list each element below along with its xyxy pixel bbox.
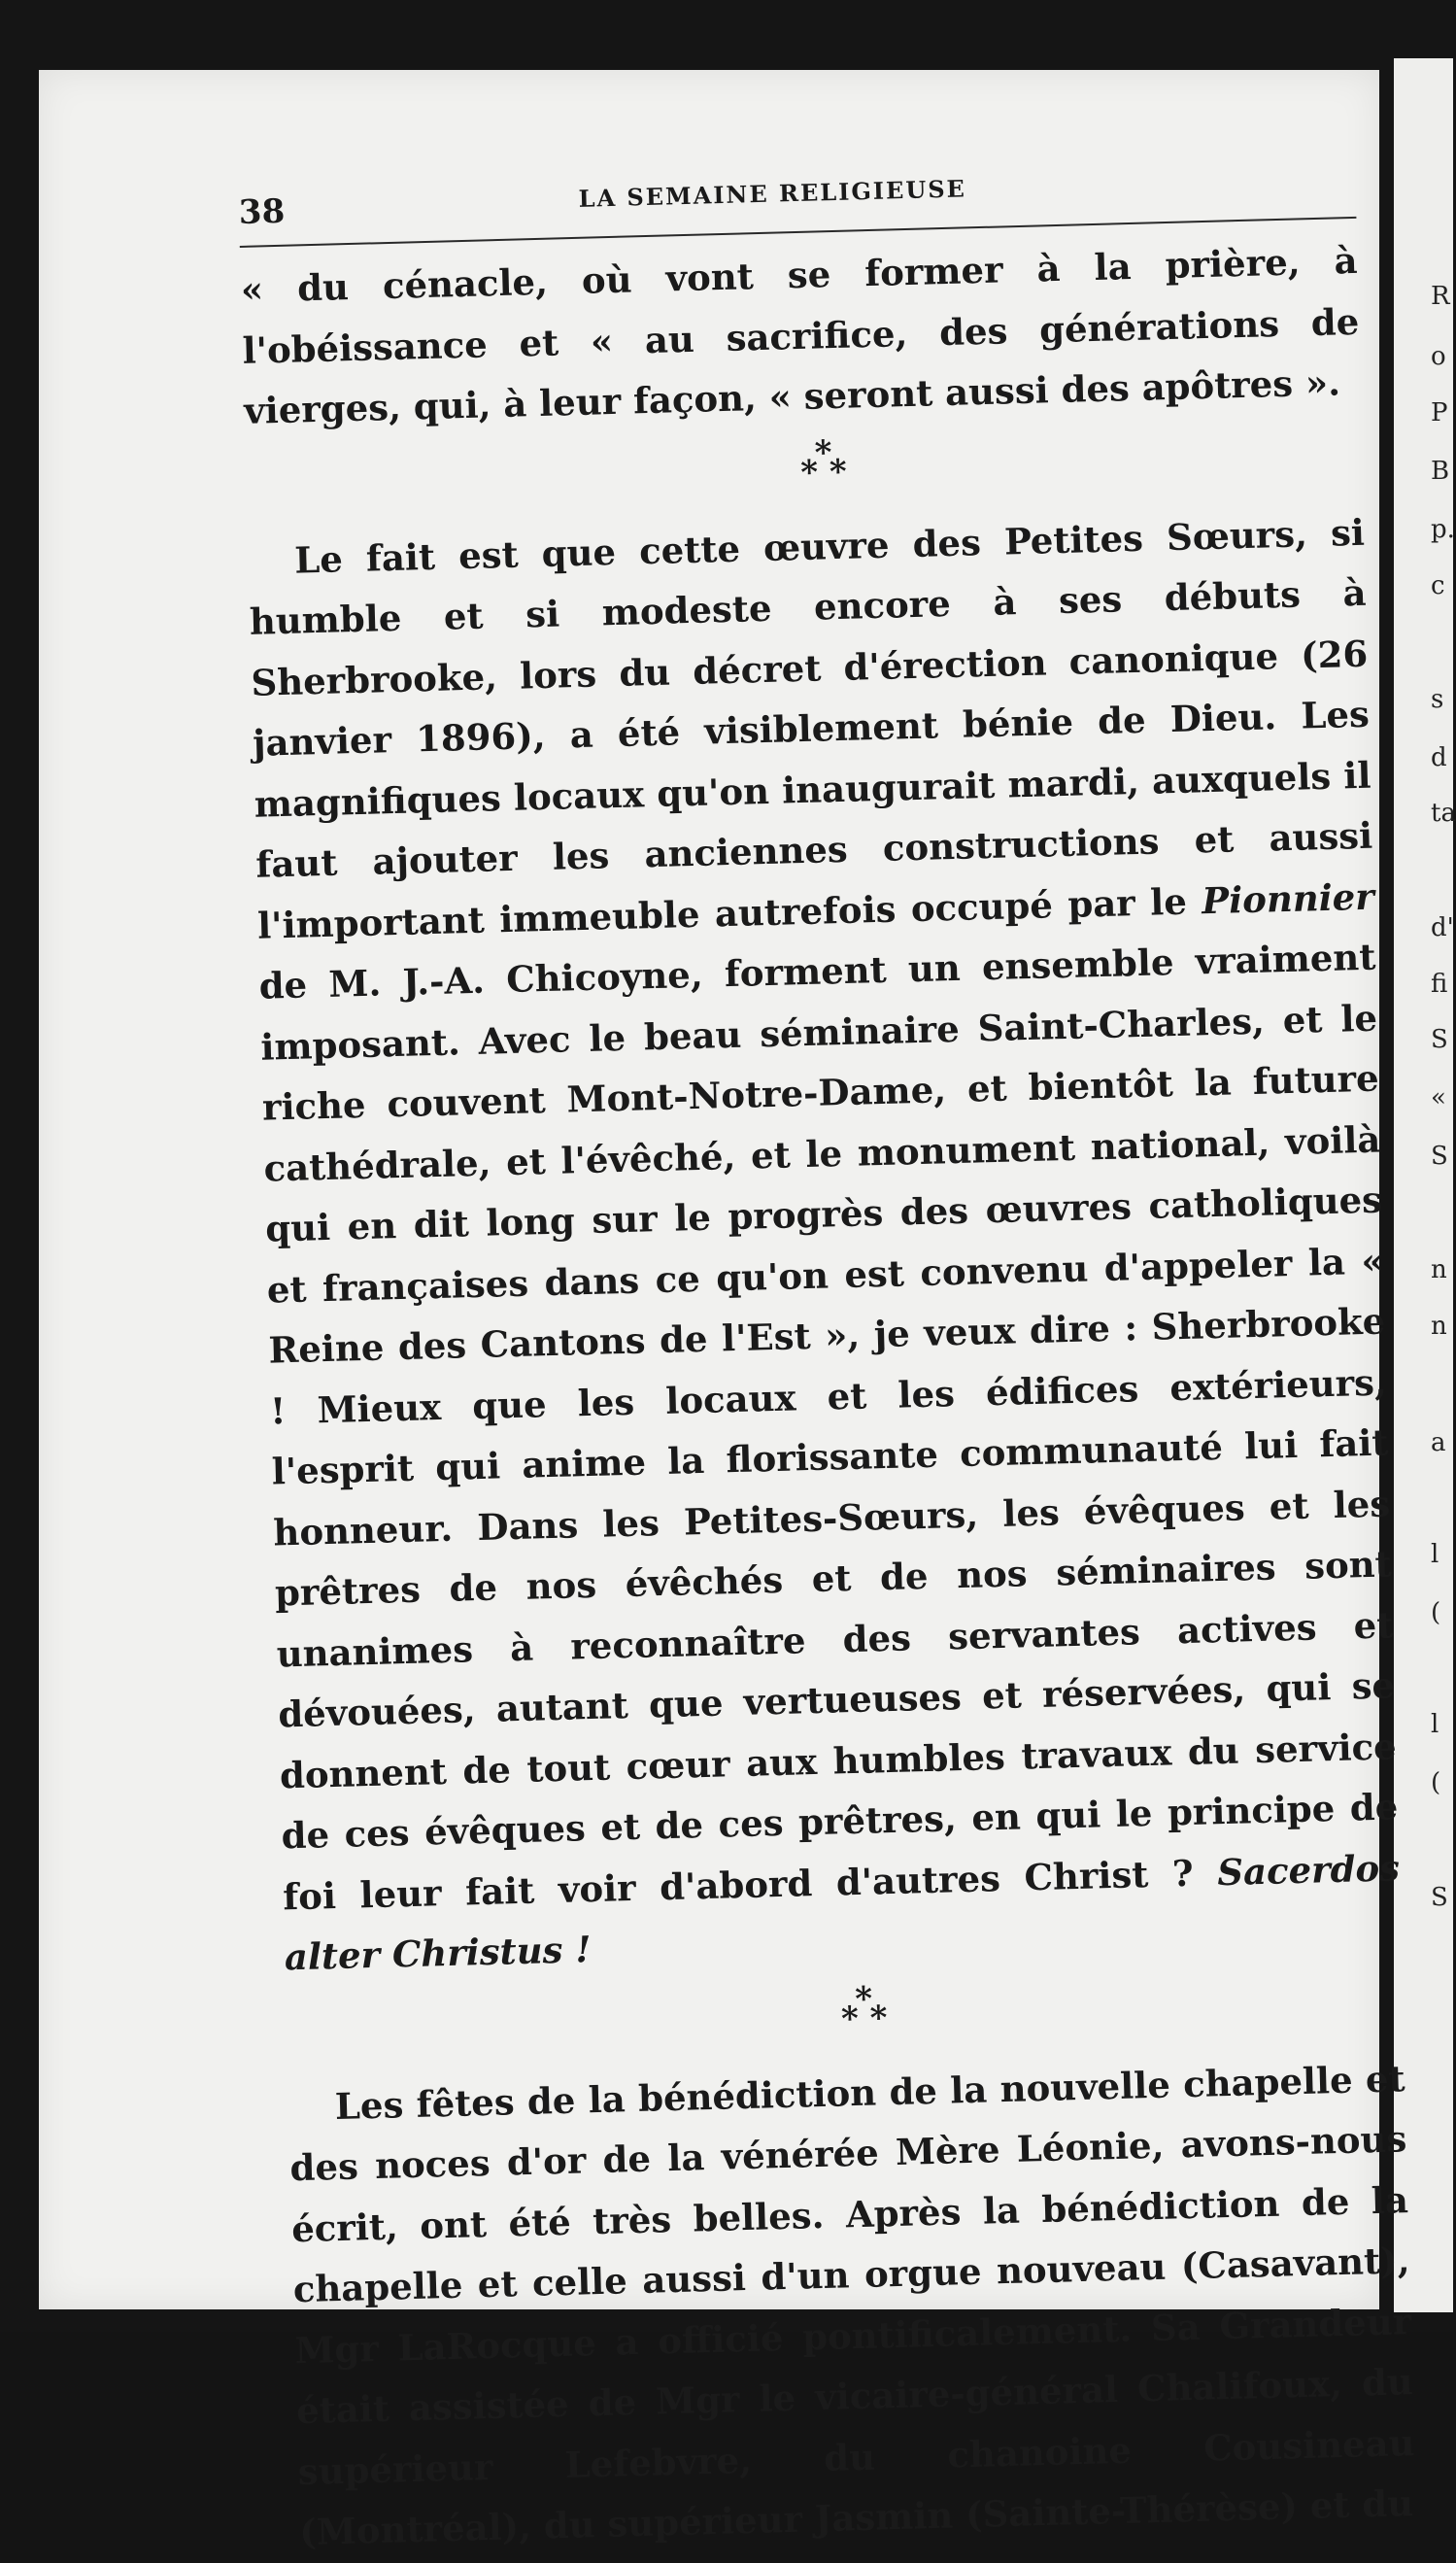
adjacent-page-fragment: ta <box>1431 799 1456 828</box>
adjacent-page-fragment: d <box>1431 743 1447 772</box>
asterism-star: * <box>840 1999 860 2038</box>
asterism-star: * <box>829 452 848 492</box>
paragraph-text: de M. J.-A. Chicoyne, forment un ensemble vraiment imposant. Avec le beau séminaire Saint-Charles, et le riche couvent Mont-Notre-Dame, et bientôt la future cathédrale, et l'évêché, et le monument national, voilà qui en dit long sur le progrès des œuvres catholiques et françaises dans ce qu'on est convenu d'appeler la « Reine des Cantons de l'Est », je veux dire : Sherbrooke ! Mieux que les locaux et les édifices extérieurs, l'esprit qui anime la florissante communauté lui fait honneur. Dans les Petites-Sœurs, les évêques et les prêtres de nos évêchés et de nos séminaires sont unanimes à reconnaître des servantes actives et dévouées, autant que vertueuses et réservées, qui se donnent de tout cœur aux humbles travaux du service de ces évêques et de ces prêtres, en qui le principe de foi leur fait voir d'abord d'autres Christ ? <box>258 935 1399 1918</box>
newspaper-title: Pionnier <box>1201 874 1375 922</box>
adjacent-page-fragment: c <box>1431 571 1445 600</box>
running-title: LA SEMAINE RELIGIEUSE <box>578 174 967 213</box>
paragraph-fetes: Les fêtes de la bénédiction de la nouvelle chapelle et des noces d'or de la vénérée Mère Léonie, avons-nous écrit, ont été très belles. Après la bénédiction de la chapelle et celle aussi d'un orgue nouveau (Casavant), Mgr LaRocque a officié pontificalement. Sa Grandeur était assistée de Mgr le vicaire-général Chalifoux, du supérieur Lefebvre, du chanoine Cousineau (Montréal), du supérieur Jasmin (Sainte-Thérèse) et du <box>289 2056 1415 2554</box>
page-text-block <box>238 151 1417 2563</box>
adjacent-page-fragment: l <box>1431 1540 1439 1569</box>
paragraph-petites-soeurs <box>247 501 1402 1988</box>
adjacent-page-fragment: S <box>1431 1025 1448 1054</box>
asterism-star: * <box>854 1979 873 2019</box>
adjacent-page-fragment: P <box>1431 398 1448 427</box>
adjacent-page-fragment: S <box>1431 1142 1448 1171</box>
adjacent-page-edge <box>1394 58 1456 2312</box>
adjacent-page-fragment: « <box>1431 1083 1446 1112</box>
asterism-star: * <box>814 432 832 473</box>
latin-quote: Sacerdos alter Christus ! <box>284 1845 1401 1979</box>
paragraph-text: Le fait est que cette œuvre des Petites Sœurs, si humble et si modeste encore à ses débuts à Sherbrooke, lors du décret d'érection canonique (26 janvier 1896), a été visiblement bénie de Dieu. Les magnifiques locaux qu'on inaugurait mardi, auxquels il faut ajouter les anciennes constructions et aussi l'important immeuble autrefois occupé par le <box>249 510 1373 947</box>
adjacent-page-fragment: S <box>1431 1883 1448 1912</box>
adjacent-page-fragment: p. <box>1431 515 1455 544</box>
adjacent-page-fragment: n <box>1431 1255 1447 1284</box>
adjacent-page-fragment: s <box>1431 685 1444 714</box>
adjacent-page-fragment: ( <box>1431 1768 1441 1797</box>
adjacent-page-fragment: a <box>1431 1428 1446 1457</box>
adjacent-page-fragment: d' <box>1431 913 1454 942</box>
asterism-star: * <box>869 1998 888 2038</box>
adjacent-page-fragment: l <box>1431 1710 1439 1739</box>
asterism-star: * <box>799 452 819 493</box>
adjacent-page-fragment: ( <box>1431 1598 1441 1627</box>
adjacent-page-fragment: R <box>1431 282 1450 311</box>
adjacent-page-fragment: n <box>1431 1312 1447 1341</box>
page-number: 38 <box>238 191 286 232</box>
adjacent-page-fragment: fi <box>1431 970 1448 999</box>
paragraph-quote-end: « du cénacle, où vont se former à la prière, à l'obéissance et « au sacrifice, des générations de vierges, qui, à leur façon, « seront aussi des apôtres ». <box>240 238 1360 432</box>
adjacent-page-fragment: o <box>1431 342 1446 371</box>
adjacent-page-fragment: B <box>1431 457 1450 486</box>
